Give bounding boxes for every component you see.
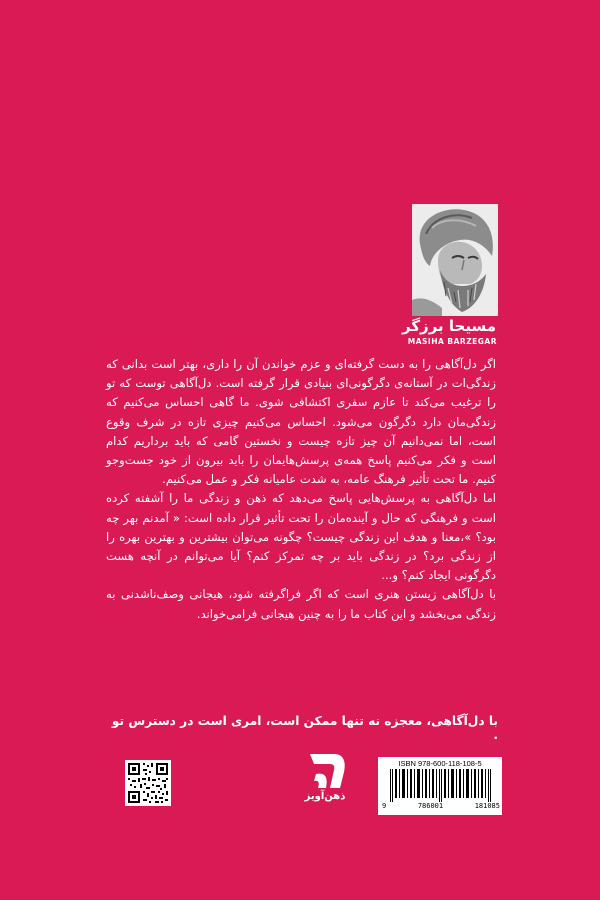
publisher-logo-icon [300, 752, 350, 792]
barcode-digit-group: 9 [382, 802, 387, 810]
isbn-barcode [378, 757, 502, 815]
barcode-digit-group: 786001 [417, 802, 444, 810]
qr-code-icon [125, 760, 171, 806]
publisher-name: ذهن‌آویز [304, 791, 346, 802]
tagline: با دل‌آگاهی، معجزه نه تنها ممکن است، امری است در دسترس تو . [111, 714, 498, 742]
blurb-paragraph: اما دل‌آگاهی به پرسش‌هایی پاسخ می‌دهد که ذهن و زندگی ما را آشفته کرده است و فرهنگی که حال و آینده‌مان را تحت تأثیر قرار داده است: « آمدنم بهر چه بود؟ »،معنا و هدف این زندگی چیست؟ چگونه می‌توان بیشترین و بهترین بهره را از زندگی برد؟ در زندگی باید بر چه تمرکز کنم؟ آیا می‌توانم در آنچه هست دگرگونی ایجاد کنم؟ و... [106, 491, 496, 583]
author-name-latin: MASIHA BARZEGAR [407, 337, 497, 346]
qr-code [125, 760, 171, 806]
author-name-persian: مسیحا برزگر [402, 317, 496, 335]
barcode-digits [382, 802, 500, 810]
blurb-text [106, 355, 496, 624]
blurb-paragraph: با دل‌آگاهی زیستن هنری است که اگر فراگرفته شود، هیجانی وصف‌ناشدنی به زندگی می‌بخشد و این کتاب ما را به چنین هیجانی فرامی‌خواند. [106, 587, 496, 621]
publisher-logo [300, 752, 350, 812]
barcode-digit-group: 181085 [474, 802, 500, 810]
author-portrait-image [412, 204, 498, 316]
barcode-icon [384, 769, 496, 802]
author-portrait [412, 204, 498, 316]
isbn-label: ISBN 978-600-118-108-5 [398, 759, 482, 768]
blurb-paragraph: اگر دل‌آگاهی را به دست گرفته‌ای و عزم خواندن آن را داری، بهتر است بدانی که زندگی‌ات در آستانه‌ی دگرگونی‌ای بنیادی قرار گرفته است. دل‌آگاهی توست که تو را ترغیب می‌کند تا عازم سفری اکتشافی شوی. ما گاهی احساس می‌کنیم که زندگی‌مان دارد دگرگون می‌شود. احساس می‌کنیم چیزی تازه در شرف وقوع است، اما نمی‌دانیم آن چیز تازه چیست و نخستین گامی که باید برداریم کدام است و فکر می‌کنیم پاسخ همه‌ی پرسش‌هایمان را باید بیرون از خود جست‌وجو کنیم. ما تحت تأثیر فرهنگ عامه، به شدت عامیانه فکر و عمل می‌کنیم. [106, 357, 496, 487]
